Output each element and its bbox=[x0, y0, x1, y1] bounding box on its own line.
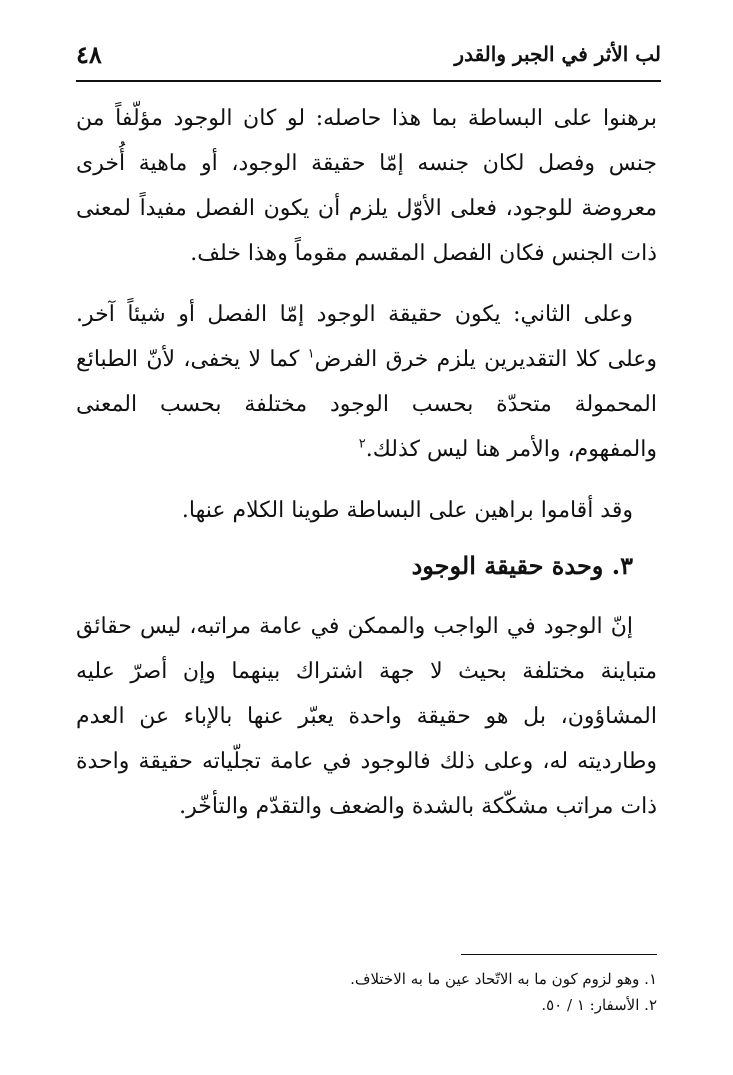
running-title: لب الأثر في الجبر والقدر bbox=[454, 42, 661, 66]
page-number: ٤٨ bbox=[76, 39, 102, 69]
paragraph-2-part-a: وعلى الثاني: يكون حقيقة الوجود إمّا الفصل أو شيئاً آخر. وعلى كلا التقديرين يلزم خرق الفرض bbox=[76, 302, 657, 372]
footnote-1: ١. وهو لزوم كون ما به الاتّحاد عين ما به الاختلاف. bbox=[350, 970, 657, 988]
footnotes bbox=[76, 966, 657, 1018]
paragraph-spacer bbox=[76, 276, 657, 292]
body-text bbox=[76, 96, 657, 829]
paragraph-4: إنّ الوجود في الواجب والممكن في عامة مراتبه، ليس حقائق متباينة مختلفة بحيث لا جهة اشتراك بينهما وإن أصرّ عليه المشاؤون، بل هو حقيقة واحدة يعبّر عنها بالإباء عن العدم وطارديته له، وعلى ذلك فالوجود في عامة تجلّياته حقيقة واحدة ذات مراتب مشكّكة بالشدة والضعف والتقدّم والتأخّر. bbox=[76, 614, 657, 819]
header-rule bbox=[76, 80, 661, 82]
paragraph-3: وقد أقاموا براهين على البساطة طوينا الكلام عنها. bbox=[181, 498, 633, 523]
paragraph-spacer bbox=[76, 588, 657, 604]
paragraph-2-part-b: كما لا يخفى، لأنّ الطبائع المحمولة متحدّة بحسب الوجود مختلفة بحسب المعنى والمفهوم، والأمر هنا ليس كذلك. bbox=[76, 347, 657, 462]
paragraph-2 bbox=[76, 292, 657, 472]
paragraph-spacer bbox=[76, 533, 657, 543]
section-heading: ٣. وحدة حقيقة الوجود bbox=[411, 551, 633, 580]
footnote-ref-1: ١ bbox=[307, 346, 315, 362]
paragraph-spacer bbox=[76, 472, 657, 488]
footnote-2: ٢. الأسفار: ١ / ٥٠. bbox=[541, 996, 657, 1014]
paragraph-1: برهنوا على البساطة بما هذا حاصله: لو كان الوجود مؤلّفاً من جنس وفصل لكان جنسه إمّا حقيقة الوجود، أو ماهية أُخرى معروضة للوجود، فعلى الأوّل يلزم أن يكون الفصل مفيداً لمعنى ذات الجنس فكان الفصل المقسم مقوماً وهذا خلف. bbox=[76, 106, 657, 266]
footnote-rule bbox=[461, 954, 657, 955]
page-header bbox=[76, 34, 661, 74]
footnote-ref-2: ٢ bbox=[358, 436, 366, 452]
